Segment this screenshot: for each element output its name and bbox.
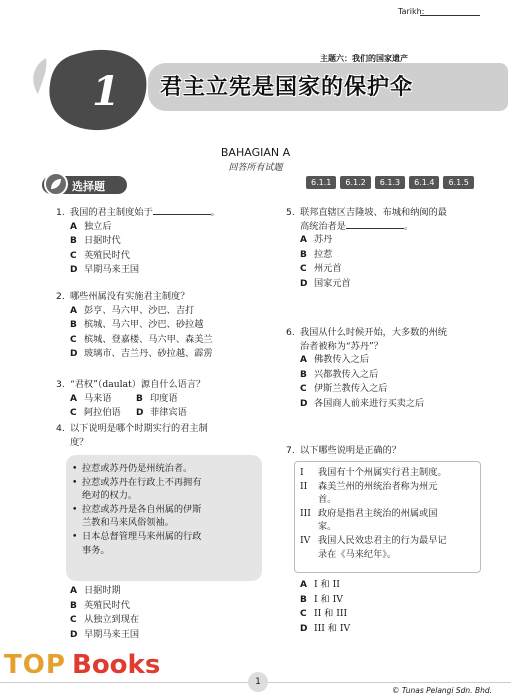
- watermark-top: TOP: [4, 650, 66, 680]
- option-letter: A: [300, 580, 307, 590]
- option-letter: B: [70, 600, 77, 611]
- theme-label: 主题六：我们的国家遗产: [320, 53, 408, 63]
- watermark-books: Books: [72, 650, 161, 680]
- answer-blank: [346, 220, 404, 229]
- option-text: 日据时期: [84, 585, 121, 596]
- option-text: III 和 IV: [314, 622, 351, 634]
- option-letter: B: [300, 249, 307, 260]
- question-text: “君权”（daulat）源自什么语言？: [70, 379, 206, 390]
- question-text: 以下说明是哪个时期实行的君主制: [70, 423, 208, 434]
- question-text: 我国的君主制度始于: [70, 207, 153, 218]
- option-letter: C: [300, 264, 307, 275]
- unit-number: 1: [92, 68, 120, 115]
- question-4-options: [56, 584, 139, 642]
- question-number: 1.: [56, 207, 65, 218]
- question-number: 7.: [286, 445, 295, 456]
- option-text: 阿拉伯语: [84, 407, 121, 419]
- part-instruction: 回答所有试题: [228, 163, 283, 173]
- section-title: 选择题: [72, 180, 105, 193]
- option-letter: C: [70, 408, 77, 419]
- option-text: 玻璃市、吉兰丹、砂拉越、霹雳: [84, 348, 213, 360]
- option-letter: C: [70, 334, 77, 345]
- option-text: 日据时代: [84, 235, 121, 247]
- option-text: 早期马来王国: [84, 628, 140, 640]
- question-4: [56, 422, 208, 449]
- option-letter: C: [300, 609, 307, 620]
- option-text: 彭亨、马六甲、沙巴、吉打: [84, 304, 195, 316]
- question-5: 5. 联邦直辖区吉隆坡、布城和纳闽的最 高统治者是 。 A 苏丹 B 拉惹 C 州元首 D 国家元首: [286, 206, 447, 292]
- option-text: I 和 II: [314, 579, 340, 590]
- punctuation: 。: [210, 207, 220, 218]
- info-item: 日本总督管理马来州属的行政: [82, 530, 202, 542]
- info-item: 兰教和马来风俗领袖。: [82, 517, 174, 529]
- info-list: [72, 462, 201, 557]
- option-letter: D: [136, 408, 144, 419]
- option-text: 槟城、马六甲、沙巴、砂拉越: [84, 319, 204, 331]
- option-letter: B: [300, 594, 307, 605]
- option-letter: D: [300, 278, 308, 289]
- standard-tag: 6.1.3: [375, 176, 405, 189]
- option-text: 槟城、登嘉楼、马六甲、森美兰: [84, 333, 213, 345]
- statement-text: 我国有十个州属实行君主制度。: [318, 467, 447, 478]
- statement-text: 森美兰州的州统治者称为州元: [318, 480, 438, 492]
- info-item: 绝对的权力。: [82, 490, 138, 502]
- option-text: 拉惹: [314, 248, 333, 260]
- question-1: [56, 206, 220, 278]
- standard-tag: 6.1.5: [443, 176, 473, 189]
- copyright: © Tunas Pelangi Sdn. Bhd.: [392, 686, 492, 695]
- info-item: 拉惹或苏丹在行政上不再拥有: [82, 476, 202, 488]
- question-number: 2.: [56, 291, 65, 302]
- statement-text: 我国人民效忠君主的行为最早记: [318, 534, 447, 546]
- option-letter: C: [300, 384, 307, 395]
- statement-list: [300, 466, 447, 561]
- part-title: BAHAGIAN A: [220, 146, 291, 159]
- question-text: 哪些州属没有实施君主制度？: [70, 291, 190, 302]
- option-text: 印度语: [150, 392, 178, 404]
- question-number: 4.: [56, 423, 65, 434]
- option-letter: A: [70, 221, 77, 232]
- question-7: [286, 444, 401, 458]
- standard-tag: 6.1.1: [306, 176, 336, 189]
- standard-tags: [306, 176, 474, 189]
- option-text: 国家元首: [314, 277, 351, 289]
- option-text: 兴都教传入之后: [314, 368, 379, 380]
- question-text: 治者被称为“苏丹”？: [300, 340, 383, 352]
- option-letter: D: [70, 629, 78, 640]
- option-text: 州元首: [314, 263, 342, 275]
- statement-numeral: II: [300, 480, 308, 492]
- bullet-icon: •: [72, 476, 78, 488]
- statement-numeral: III: [300, 507, 311, 519]
- option-text: 苏丹: [314, 234, 333, 246]
- option-text: 英殖民时代: [84, 249, 130, 261]
- option-letter: C: [70, 615, 77, 626]
- date-label: Tarikh:: [398, 7, 425, 16]
- option-text: 佛教传入之后: [314, 354, 370, 366]
- question-text: 高统治者是: [300, 220, 346, 232]
- option-letter: C: [70, 250, 77, 261]
- info-item: 拉惹或苏丹仍是州统治者。: [82, 463, 193, 474]
- option-text: 独立后: [84, 220, 112, 232]
- option-text: 各国商人前来进行买卖之后: [314, 397, 425, 409]
- option-text: II 和 III: [314, 608, 348, 620]
- question-text: 联邦直辖区吉隆坡、布城和纳闽的最: [300, 207, 447, 218]
- option-text: 英殖民时代: [84, 599, 130, 611]
- statement-numeral: I: [300, 467, 304, 478]
- option-letter: D: [300, 398, 308, 409]
- question-number: 5.: [286, 207, 295, 218]
- bullet-icon: •: [72, 530, 78, 542]
- option-text: 从独立到现在: [84, 614, 140, 626]
- question-3: [56, 378, 205, 421]
- standard-tag: 6.1.2: [340, 176, 370, 189]
- option-letter: A: [300, 355, 307, 366]
- date-line: [420, 15, 480, 16]
- option-text: 马来语: [84, 392, 112, 404]
- answer-blank: [153, 206, 211, 215]
- info-item: 事务。: [82, 544, 110, 556]
- option-letter: D: [70, 349, 78, 360]
- question-text: 以下哪些说明是正确的？: [300, 445, 402, 456]
- option-letter: B: [70, 320, 77, 331]
- question-7-options: [286, 578, 350, 636]
- statement-text: 首。: [318, 494, 337, 506]
- bullet-icon: •: [72, 463, 78, 474]
- statement-text: 政府是指君主统治的州属或国: [318, 507, 438, 519]
- option-text: 早期马来王国: [84, 264, 140, 276]
- statement-text: 录在《马来纪年》。: [318, 548, 397, 560]
- option-letter: A: [300, 235, 307, 246]
- option-letter: A: [70, 586, 77, 596]
- question-6: [286, 326, 447, 412]
- leaf-section-icon: [44, 172, 68, 196]
- page-number: 1: [248, 672, 268, 692]
- option-letter: B: [136, 393, 143, 404]
- option-letter: B: [70, 236, 77, 247]
- option-text: 伊斯兰教传入之后: [314, 383, 388, 395]
- option-letter: A: [70, 305, 77, 316]
- statement-text: 家。: [318, 521, 337, 533]
- option-text: 菲律宾语: [150, 407, 187, 419]
- question-number: 3.: [56, 379, 65, 390]
- statement-numeral: IV: [300, 534, 311, 546]
- chapter-title: 君主立宪是国家的保护伞: [160, 74, 414, 100]
- question-text: 我国从什么时候开始，大多数的州统: [300, 327, 447, 338]
- option-letter: B: [300, 369, 307, 380]
- standard-tag: 6.1.4: [409, 176, 439, 189]
- info-item: 拉惹或苏丹是各自州属的伊斯: [82, 503, 202, 515]
- question-number: 6.: [286, 327, 295, 338]
- option-letter: A: [70, 393, 77, 404]
- bullet-icon: •: [72, 503, 78, 515]
- option-letter: D: [300, 623, 308, 634]
- option-letter: D: [70, 265, 78, 276]
- option-text: I 和 IV: [314, 593, 343, 605]
- question-text: 度？: [70, 436, 89, 448]
- question-2: [56, 290, 213, 362]
